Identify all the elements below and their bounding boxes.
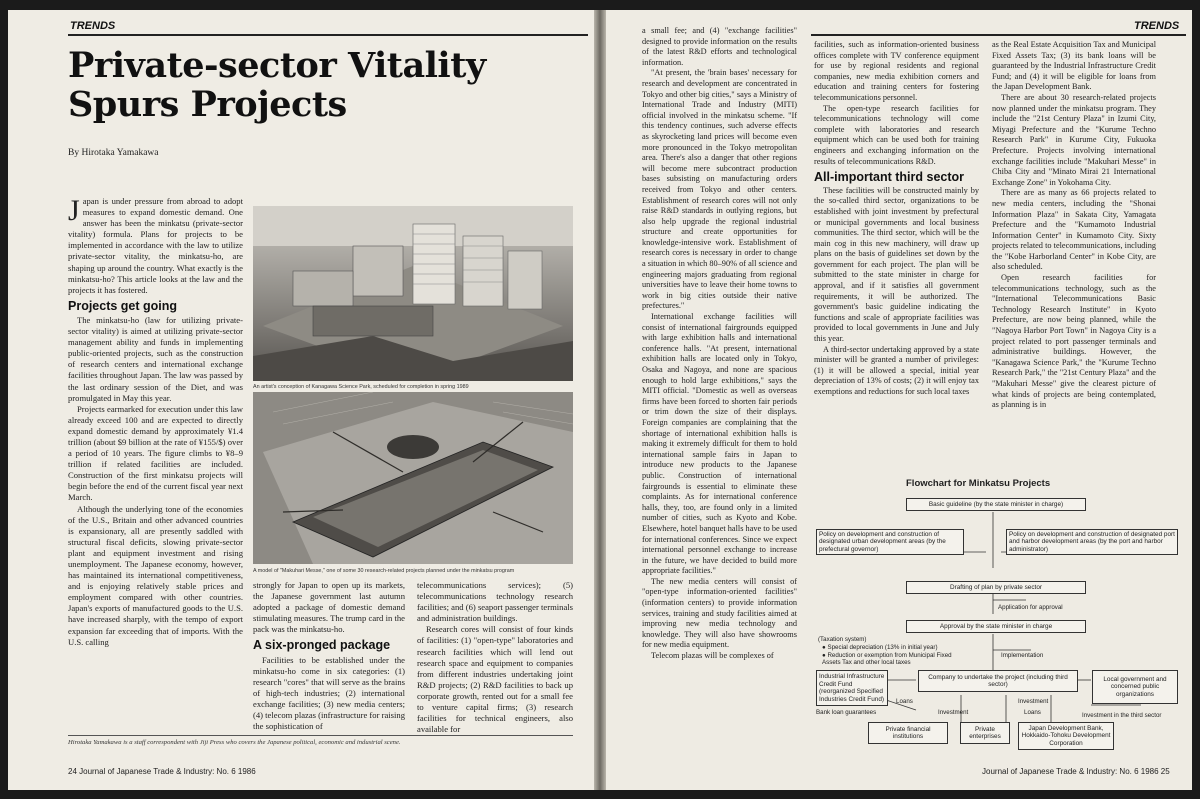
drop-cap: J (68, 194, 80, 227)
text-column-2 (253, 580, 405, 730)
header-rule (811, 34, 1186, 36)
flow-loans-label-2: Loans (1024, 709, 1041, 716)
footnote-rule (68, 735, 573, 736)
flow-tax-reduction: ● Reduction or exemption from Municipal Fixed Assets Tax and other local taxes (822, 652, 952, 667)
paragraph: a small fee; and (4) "exchange facilities" designed to provide information on the results of the latest R&D efforts and technological information. (642, 26, 797, 67)
subhead-projects: Projects get going (68, 298, 178, 313)
science-park-illustration (253, 206, 573, 381)
intro-paragraph: Japan is under pressure from abroad to adopt measures to expand domestic demand. One answer has been the minkatsu (private-sector vitality) formula. Plans for projects to be implemented in accordance with the law to utilize private-sector vitality, the minkatsu-ho, are shaping up around the country. What exactly is the minkatsu-ho? This article looks at the law and the projects it has fostered. (68, 194, 243, 295)
section-tag: TRENDS (1134, 20, 1180, 32)
byline: By Hirotaka Yamakawa (68, 148, 159, 158)
paragraph: Facilities to be established under the minkatsu-ho come in six categories: (1) research "cores" that will serve as the brains of high-tech industries; (2) international exchange facilities; (3) new media centers; (4) telecom plazas (infrastructure for raising the sophistication of (253, 654, 405, 732)
paragraph: facilities, such as information-oriented business offices complete with TV conference equipment for use by regional residents and regional companies, new media exhibition corners and education and training centers for fostering telecommunications personnel. (814, 40, 979, 102)
flow-basic-guideline: Basic guideline (by the state minister in charge) (906, 498, 1086, 511)
flow-taxation-label: (Taxation system) (818, 636, 867, 643)
paragraph: There are as many as 66 projects related to new media centers, including the "Shonai Information Plaza" in Sakata City, Yamagata Prefecture and the "Kumamoto Industrial Information Center" in Kumamoto City. Sixty projects related to telecommunications, including the "Kobe Harborland Center" in Kobe City, are also scheduled. (992, 188, 1156, 272)
paragraph: The new media centers will consist of "open-type information-oriented facilities" (information centers) to provide information services, training and study facilities aimed at improving new media technology and knowledge. They will also have showrooms for new media equipment. (642, 576, 797, 650)
paragraph: "At present, the 'brain bases' necessary for research and development are concentrated in Tokyo and other big cities," says a Ministry of International Trade and Industry (MITI) official involved in the minkatsu scheme. "If this tendency continues, such adverse effects as skyrocketing land prices will become even more pronounced in the Tokyo metropolitan area. There's also a danger that other regions will become mere subcontract production bases subsisting on manufacturing orders received from Tokyo and other centers. Establishment of research cores will not only raise R&D standards in outlying regions, but also help upgrade the regional industrial structure and create opportunities for knowledge-intensive work. Establishment of research cores is necessary in order to change a situation in which 80–90% of all science and engineering majors graduating from regional universities have to leave their home towns to work in big cities outside their native prefectures." (642, 68, 797, 311)
paragraph: These facilities will be constructed mainly by the so-called third sector, organizations to be established with joint investment by prefectural or municipal governments and local business communities. The third sector, which will be the main cog in this new machinery, will draw up plans on the basis of guidelines set down by the government for each project. The plan will be submitted to the state minister in charge for approval, and if it satisfies all government requirements, it will be authorized. The government's basic guideline indicating the functions and scale of appropriate facilities was provided to local governments in June and July this year. (814, 185, 979, 344)
flow-investment-third-sector: Investment in the third sector (1082, 712, 1162, 719)
text-column-1 (68, 196, 243, 736)
text-column-4 (642, 26, 797, 746)
makuhari-messe-photo (253, 392, 573, 564)
left-page (8, 10, 594, 790)
flowchart-title: Flowchart for Minkatsu Projects (906, 478, 1051, 489)
paragraph: as the Real Estate Acquisition Tax and Municipal Fixed Assets Tax; (3) its bank loans will be guaranteed by the Industrial Infrastructure Credit Fund; and (4) it will be eligible for loans from the Japan Development Bank. (992, 40, 1156, 92)
paragraph: The open-type research facilities for telecommunications technology will come complete with laboratories and research equipment which can be used both for training engineers and exchanging information on the results of telecommunications R&D. (814, 103, 979, 166)
paragraph: Research cores will consist of four kinds of facilities: (1) "open-type" laboratories and research facilities which will lend out research space and equipment to companies from different industries undertaking joint R&D projects; (2) R&D facilities to back up corporate growth, rented out for a small fee to venture capital firms; (3) research facilities for technical engineers, also available for (417, 624, 573, 735)
text-column-5 (814, 40, 979, 480)
spine-gutter (594, 10, 606, 790)
header-rule (68, 34, 588, 36)
paragraph: Telecom plazas will be complexes of (651, 651, 774, 661)
flow-loans-label: Loans (896, 698, 913, 705)
page-folio-right: Journal of Japanese Trade & Industry: No. 6 1986 25 (982, 767, 1170, 776)
right-page (606, 10, 1192, 790)
paragraph: The minkatsu-ho (law for utilizing private-sector vitality) is aimed at utilizing private-sector management ability and funds in implementing public-oriented projects, such as the construction of research centers and international exchange facilities throughout Japan. The law was passed by the last ordinary session of the Diet, and was promulgated in May this year. (68, 314, 243, 403)
flow-credit-fund: Industrial Infrastructure Credit Fund (reorganized Specified Industries Credit Fund) (816, 670, 888, 706)
article-title: Private-sector Vitality Spurs Projects (68, 45, 486, 125)
subhead-six-pronged: A six-pronged package (253, 638, 391, 653)
flow-tax-special-depreciation: ● Special depreciation (13% in initial year) (822, 644, 938, 651)
flow-japan-development-bank: Japan Development Bank, Hokkaido-Tohoku Development Corporation (1018, 722, 1114, 750)
flow-application-label: Application for approval (998, 604, 1063, 611)
flow-company: Company to undertake the project (including third sector) (918, 670, 1078, 692)
text-column-6 (992, 40, 1156, 480)
flow-local-government: Local government and concerned public organizations (1092, 670, 1178, 704)
flow-policy-port: Policy on development and construction of designated port and harbor development areas (by the port and harbor administrator) (1006, 529, 1178, 555)
paragraph: Open research facilities for telecommunications technology, such as the "International Telecommunications Basic Technology Research Institute" in Kyoto Prefecture, are now being planned, while the "Nagoya Harbor Port Town" in Nagoya City is a project related to port passenger terminals and administrative buildings. However, the "Kanagawa Science Park," the "Kurume Techno Research Park," the "21st Century Plaza" and the "Makuhari Messe" give the clearest picture of what kinds of projects are being contemplated, as planning is in (992, 273, 1156, 410)
paragraph: strongly for Japan to open up its markets, the Japanese government last autumn adopted a package of domestic demand stimulating measures. The trump card in the pack was the minkatsu-ho. (253, 580, 405, 635)
makuhari-model-illustration (253, 392, 573, 564)
page-folio-left: 24 Journal of Japanese Trade & Industry: No. 6 1986 (68, 767, 256, 776)
section-tag: TRENDS (70, 20, 116, 32)
paragraph: A third-sector undertaking approved by a state minister will be granted a number of privileges: (1) it will be allowed a special, initial year depreciation of 13% of costs; (2) it will enjoy tax exemptions and reductions for such local taxes (814, 344, 979, 396)
flow-private-financial: Private financial institutions (868, 722, 948, 744)
subhead-third-sector: All-important third sector (814, 170, 965, 185)
flow-private-enterprises: Private enterprises (960, 722, 1010, 744)
flow-drafting: Drafting of plan by private sector (906, 581, 1086, 594)
flow-implementation-label: Implementation (1001, 652, 1044, 659)
flow-bank-guarantees-label: Bank loan guarantees (816, 709, 877, 716)
photo-caption-1: An artist's conception of Kanagawa Science Park, scheduled for completion in spring 1989 (253, 384, 469, 390)
flow-investment-label-1: Investment (938, 709, 969, 716)
photo-caption-2: A model of "Makuhari Messe," one of some 30 research-related projects planned under the minkatsu program (253, 568, 515, 574)
paragraph: There are about 30 research-related projects now planned under the minkatsu program. They include the "21st Century Plaza" in Izumi City, Miyagi Prefecture and the "Kurume Techno Research Park" in Kurume City, Fukuoka Prefecture. Projects involving international exchange facilities include "Makuhari Messe" in Chiba City and "Minato Mirai 21 International Exchange Zone" in Yokohama City. (992, 92, 1156, 187)
flow-investment-label-2: Investment (1018, 698, 1049, 705)
flow-policy-prefecture: Policy on development and construction of designated urban development areas (by the prefectural governor) (816, 529, 964, 555)
paragraph: telecommunications services); (5) telecommunications technology research facilities; and (6) seaport passenger terminals and administration buildings. (417, 580, 573, 624)
paragraph: Although the underlying tone of the economies of the U.S., Britain and other advanced countries is expansionary, all are presently saddled with structural fiscal deficits, slowing private-sector plant and equipment investment and rising unemployment. The Japanese economy, however, has maintained its international competitiveness, and is enjoying relatively stable prices and employment compared with other countries. Japan's exports of manufactured goods to the U.S. have increased sharply, with the tempo of export expansion far exceeding that of imports. With the U.S. calling (68, 503, 243, 647)
flow-approval: Approval by the state minister in charge (906, 620, 1086, 633)
paragraph: Projects earmarked for execution under this law already exceed 100 and are expected to directly expand domestic demand by approximately ¥1.4 trillion (about $9 billion at the rate of ¥155/$) over a period of 10 years. The figure climbs to ¥8–9 trillion if related facilities are included. Construction of the first minkatsu projects will begin before the end of the current fiscal year next March. (68, 403, 243, 503)
text-column-3 (417, 580, 573, 735)
science-park-photo (253, 206, 573, 381)
paragraph: International exchange facilities will consist of international fairgrounds equipped with large exhibition halls and international conference halls. "At present, international exhibition halls are located only in Tokyo, Osaka and Nagoya, and none are spacious enough to hold large exhibitions," says the MITI official. "Domestic as well as overseas firms have been forced to shorten fair periods or trim down the size of their displays. Foreign companies are complaining that the shortage of international exhibition halls is making it extremely difficult for them to hold international sample fairs in Japan to introduce new products to the Japanese public. Construction of international fairgrounds is essential to eliminate these complaints. As for international conference halls, they, too, are found only in a limited number of cities, such as Kyoto and Kobe. Elsewhere, hotel banquet halls have to be used for international conferences. Since we expect international personnel exchange to increase in the future, we have decided to build more appropriate facilities." (642, 312, 797, 576)
author-footnote: Hirotaka Yamakawa is a staff correspondent with Jiji Press who covers the Japanese political, economic and industrial scene. (68, 739, 401, 746)
